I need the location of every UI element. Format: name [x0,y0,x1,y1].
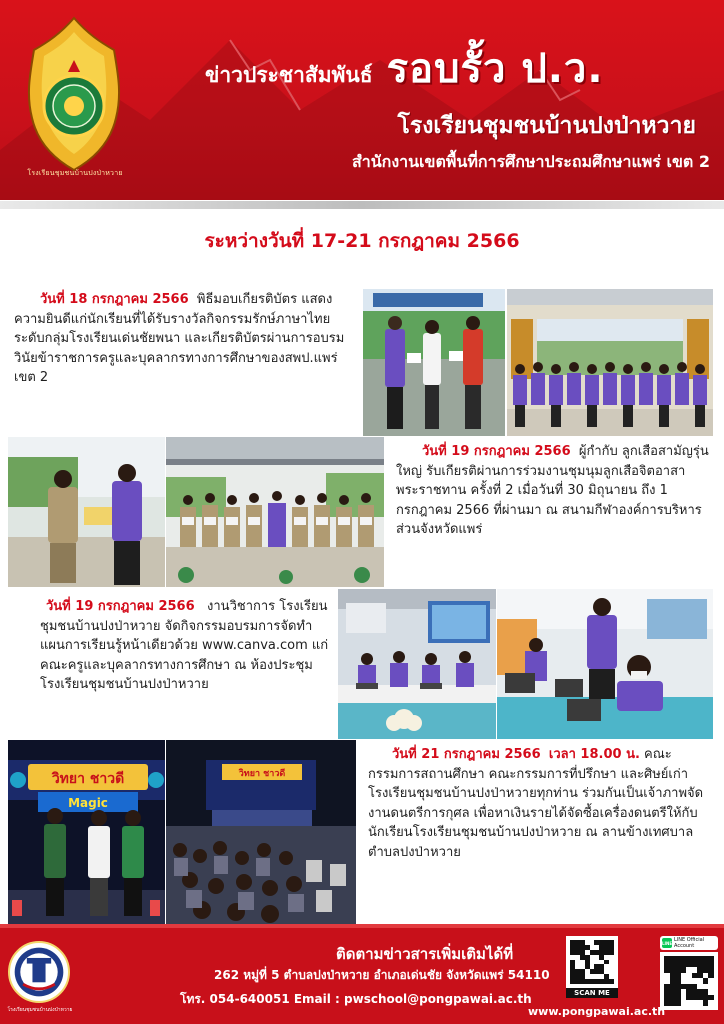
qr-code-website[interactable] [566,936,618,988]
office-name: สำนักงานเขตพื้นที่การศึกษาประถมศึกษาแพร่ เขต 2 [351,152,710,171]
header-prefix: ข่าวประชาสัมพันธ์ [205,63,373,87]
header-title: รอบรั้ว ป.ว. [386,46,604,92]
date-range-heading: ระหว่างวันที่ 17-21 กรกฎาคม 2566 [204,230,520,252]
school-crest-logo [18,14,130,174]
news-time: เวลา 18.00 น. [548,747,640,762]
photo-concert-stage [8,740,165,924]
photo-scout-award [8,437,165,587]
news-date: วันที่ 21 กรกฎาคม 2566 [392,747,541,762]
school-emblem-icon [10,943,68,1001]
news-item-4 [368,745,714,863]
header-banner [0,0,724,200]
qr-module [609,979,614,984]
photo-scout-group [166,437,384,587]
photo-certificate-teachers [507,289,713,436]
news-item-2 [396,442,714,540]
line-badge-label: LINE Official Account [674,937,705,949]
scan-me-label: SCAN ME [566,988,618,998]
footer-address: 262 หมู่ที่ 5 ตำบลปงป่าหวาย อำเภอเด่นชัย จังหวัดแพร่ 54110 [214,968,550,982]
crest-caption: โรงเรียนชุมชนบ้านปงป่าหวาย [27,169,123,177]
school-name: โรงเรียนชุมชนบ้านปงป่าหวาย [397,113,696,139]
footer-website-link[interactable]: www.pongpawai.ac.th [528,1005,666,1018]
stage-banner-text: วิทยา ชาวดี [51,771,125,787]
news-date: วันที่ 18 กรกฎาคม 2566 [40,292,189,307]
news-text: งานวิชาการ โรงเรียนชุมชนบ้านปงป่าหวาย จัดกิจกรรมอบรมการจัดทำแผนการเรียนรู้หน้าเดียวด้วย www.canva.com แก่คณะครูและบุคลากรทางการศึกษา ณ ห้องประชุมโรงเรียนชุมชนบ้านปงป่าหวาย [40,599,329,693]
footer-contact: โทร. 054-640051 Email : pwschool@pongpawai.ac.th [180,992,532,1006]
news-text: พิธีมอบเกียรติบัตร แสดงความยินดีแก่นักเรียนที่ได้รับรางวัลกิจกรรมรักษ์ภาษาไทย ระดับกลุ่มโรงเรียนเด่นชัยพนา และเกียรติบัตรผ่านการอบรมวินัยข้าราชการครูและบุคลากรทางการศึกษาของสพป.แพร่ เขต 2 [14,292,345,386]
photo-canva-training-room [338,589,496,739]
photo-concert-audience [166,740,356,924]
line-icon: LINE [662,938,672,948]
line-official-badge [660,936,718,950]
footer-logo-caption: โรงเรียนชุมชนบ้านปงป่าหวาย [7,1007,73,1013]
photo-certificate-students [363,289,505,436]
news-text: คณะกรรมการสถานศึกษา คณะกรรมการที่ปรึกษา และศิษย์เก่าโรงเรียนชุมชนบ้านปงป่าหวายทุกท่าน ร่วมกันเป็นเจ้าภาพจัดงานดนตรีการกุศล เพื่อหาเงินรายได้จัดซื้อเครื่องดนตรีให้กับนักเรียนโรงเรียนชุมชนบ้านปงป่าหวาย ณ ลานข้างเทศบาลตำบลปงป่าหวาย [368,747,704,860]
news-text: ผู้กำกับ ลูกเสือสามัญรุ่นใหญ่ รับเกียรติผ่านการร่วมงานชุมนุมลูกเสือจิตอาสาพระราชทาน ครั้งที่ 2 เมื่อวันที่ 30 มิถุนายน ถึง 1 กรกฎาคม 2566 ที่ผ่านมา ณ สนามกีฬาองค์การบริหารส่วนจังหวัดแพร่ [396,444,709,538]
footer-title: ติดตามข่าวสารเพิ่มเติมได้ที่ [336,945,514,963]
qr-pattern-icon [570,940,614,984]
news-date: วันที่ 19 กรกฎาคม 2566 [46,599,195,614]
footer-stripe [0,924,724,928]
news-item-1 [14,290,356,388]
qr-code-line[interactable] [660,952,718,1010]
stage-banner-text-2: วิทยา ชาวดี [238,769,286,779]
stage-sub-text: Magic [68,796,108,810]
news-item-3 [40,597,332,695]
qr-module [708,1000,714,1006]
header-title-line [205,36,604,100]
qr-pattern-icon [664,956,714,1006]
header-divider [0,201,724,209]
footer-school-logo [8,941,70,1003]
news-date: วันที่ 19 กรกฎาคม 2566 [422,444,571,459]
photo-canva-training-laptops [497,589,713,739]
